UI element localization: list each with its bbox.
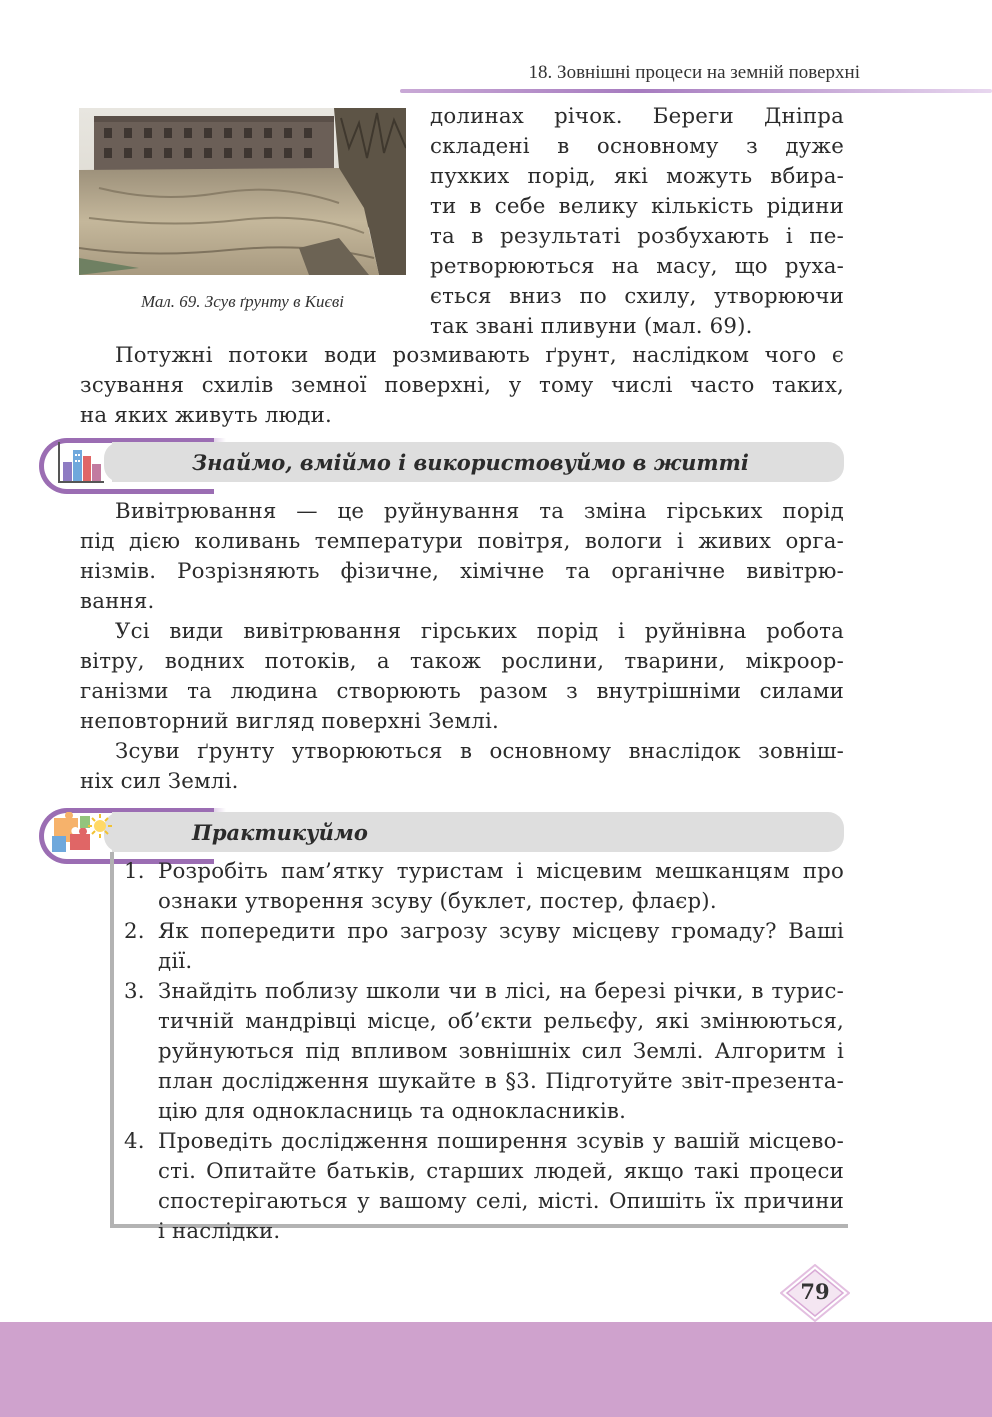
header-rule: [400, 89, 992, 93]
running-head: 18. Зовнішні процеси на земній поверхні: [528, 62, 860, 83]
know-section-title: Знаймо, вміймо і використовуймо в житті: [192, 450, 749, 475]
right-column-text: [430, 102, 844, 342]
text-line: план дослідження шукайте в §3. Підготуйте звіт-презента-: [158, 1069, 844, 1094]
text-line: нізмів. Розрізняють фізичне, хімічне та органічне вивітрю-: [80, 559, 844, 584]
list-item: [124, 917, 844, 977]
text-line: так звані пливуни (мал. 69).: [430, 314, 753, 339]
text-line: Потужні потоки води розмивають ґрунт, наслідком чого є: [115, 343, 844, 368]
text-line: зсування схилів земної поверхні, у тому числі часто таких,: [80, 373, 844, 398]
text-line: і наслідки.: [158, 1219, 281, 1244]
text-line: долинах річок. Береги Дніпра: [430, 104, 844, 129]
text-line: на яких живуть люди.: [80, 403, 332, 428]
list-item: [124, 857, 844, 917]
text-line: Як попередити про загрозу зсуву місцеву громаду? Ваші: [158, 919, 844, 944]
text-line: пухких порід, які можуть вбира-: [430, 164, 844, 189]
list-item-number: 4.: [124, 1129, 145, 1154]
paragraph-weathering: [80, 497, 844, 797]
text-line: складені в основному з дуже: [430, 134, 844, 159]
text-line: Розробіть пам’ятку туристам і місцевим мешканцям про: [158, 859, 844, 884]
text-line: вання.: [80, 589, 155, 614]
list-item-number: 2.: [124, 919, 145, 944]
text-line: цію для однокласниць та однокласників.: [158, 1099, 627, 1124]
landslide-photo-image: [79, 108, 406, 275]
text-line: ється вниз по схилу, утворюючи: [430, 284, 844, 309]
text-line: Вивітрювання — це руйнування та зміна гірських порід: [115, 499, 844, 524]
text-line: Проведіть дослідження поширення зсувів у вашій місцево-: [158, 1129, 844, 1154]
list-item: [124, 977, 844, 1127]
text-line: ганізми та людина створюють разом з внутрішніми силами: [80, 679, 844, 704]
text-line: ознаки утворення зсуву (буклет, постер, флаєр).: [158, 889, 717, 914]
list-item: [124, 1127, 844, 1247]
landslide-photo: [79, 108, 406, 275]
list-item-number: 3.: [124, 979, 145, 1004]
figure-caption: Мал. 69. Зсув ґрунту в Києві: [140, 292, 345, 311]
page-number: 79: [800, 1279, 830, 1304]
text-line: ти в себе велику кількість рідини: [430, 194, 844, 219]
practice-list: [124, 857, 844, 1247]
practice-section-title: Практикуймо: [192, 820, 368, 845]
text-line: тичній мандрівці місце, об’єкти рельєфу, які змінюються,: [158, 1009, 844, 1034]
text-line: та в результаті розбухають і пе-: [430, 224, 844, 249]
paragraph-erosion: [80, 341, 844, 431]
text-line: руйнуються під впливом зовнішніх сил Землі. Алгоритм і: [158, 1039, 844, 1064]
list-item-number: 1.: [124, 859, 145, 884]
buildings-chart-icon: [55, 440, 107, 488]
text-line: сті. Опитайте батьків, старших людей, якщо такі процеси: [158, 1159, 844, 1184]
footer-band: [0, 1322, 992, 1417]
text-line: під дією коливань температури повітря, вологи і живих орга-: [80, 529, 844, 554]
text-line: ніх сил Землі.: [80, 769, 239, 794]
text-line: неповторний вигляд поверхні Землі.: [80, 709, 499, 734]
text-line: вітру, водних потоків, а також рослини, тварини, мікроор-: [80, 649, 844, 674]
text-line: спостерігаються у вашому селі, місті. Опишіть їх причини: [158, 1189, 844, 1214]
text-line: Зсуви ґрунту утворюються в основному внаслідок зовніш-: [115, 739, 844, 764]
text-line: Усі види вивітрювання гірських порід і руйнівна робота: [115, 619, 844, 644]
text-line: ретворюються на масу, що руха-: [430, 254, 844, 279]
text-line: дії.: [158, 949, 193, 974]
text-line: Знайдіть поблизу школи чи в лісі, на березі річки, в турис-: [158, 979, 844, 1004]
puzzle-pieces-icon: [50, 812, 114, 860]
